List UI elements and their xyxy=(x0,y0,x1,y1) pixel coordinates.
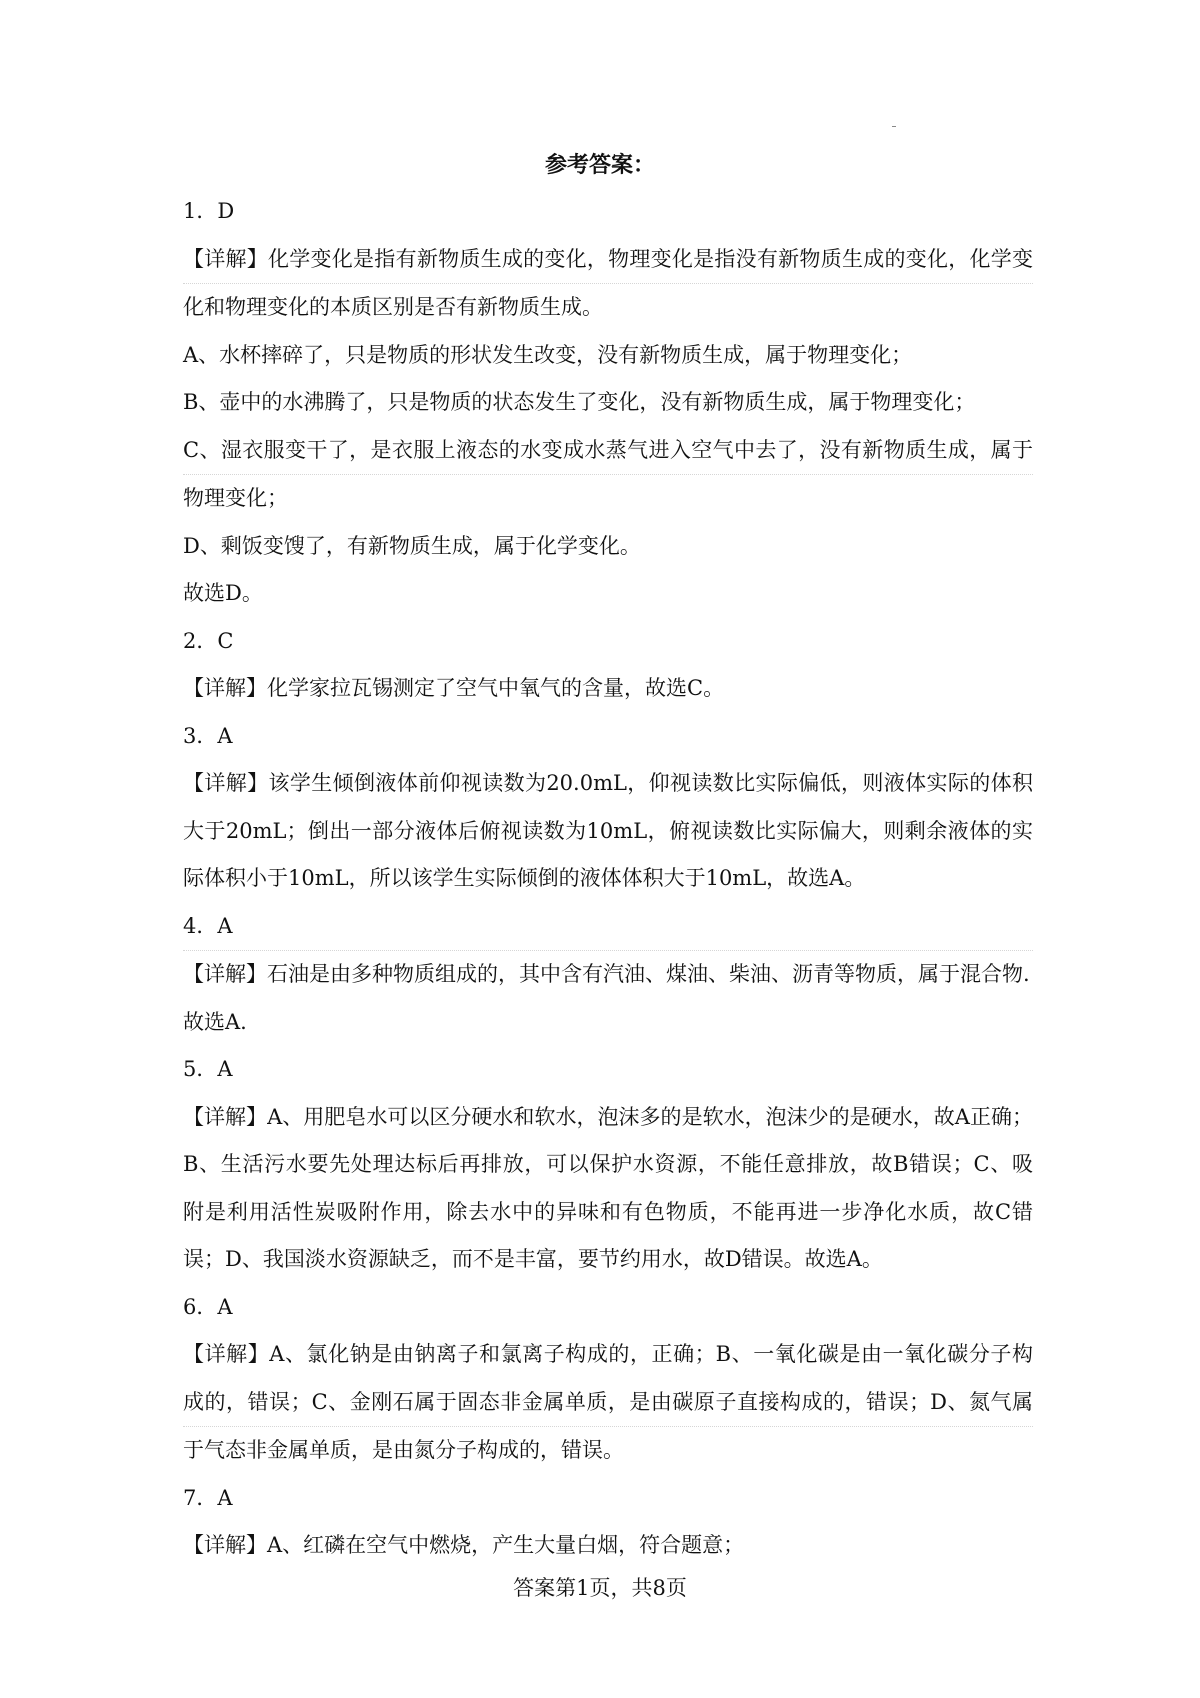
explanation-line: 于气态非金属单质，是由氮分子构成的，错误。 xyxy=(183,1438,624,1462)
explanation-line: B、壶中的水沸腾了，只是物质的状态发生了变化，没有新物质生成，属于物理变化； xyxy=(183,390,976,414)
explanation-line: 【详解】石油是由多种物质组成的，其中含有汽油、煤油、柴油、沥青等物质，属于混合物. xyxy=(183,962,1030,986)
explanation-line: A、水杯摔碎了，只是物质的形状发生改变，没有新物质生成，属于物理变化； xyxy=(183,342,913,367)
answer-number: 5．A xyxy=(183,1057,233,1081)
explanation-line: 附是利用活性炭吸附作用，除去水中的异味和有色物质，不能再进一步净化水质，故C错 xyxy=(183,1199,1033,1224)
answer-number: 6．A xyxy=(183,1294,233,1319)
explanation-line: D、剩饭变馊了，有新物质生成，属于化学变化。 xyxy=(183,533,641,558)
page-footer: 答案第1页，共8页 xyxy=(513,1576,687,1600)
explanation-line: 【详解】化学家拉瓦锡测定了空气中氧气的含量，故选C。 xyxy=(183,676,725,700)
explanation-line: 大于20mL；倒出一部分液体后俯视读数为10mL，俯视读数比实际偏大，则剩余液体的实 xyxy=(183,818,1033,843)
explanation-line: 【详解】该学生倾倒液体前仰视读数为20.0mL，仰视读数比实际偏低，则液体实际的体积 xyxy=(183,771,1033,795)
explanation-line: 故选A. xyxy=(183,1009,247,1034)
explanation-line: 物理变化； xyxy=(183,486,288,510)
explanation-line: 误；D、我国淡水资源缺乏，而不是丰富，要节约用水，故D错误。故选A。 xyxy=(183,1247,883,1271)
explanation-line: 成的，错误；C、金刚石属于固态非金属单质，是由碳原子直接构成的，错误；D、氮气属 xyxy=(183,1379,1033,1428)
explanation-line: C、湿衣服变干了，是衣服上液态的水变成水蒸气进入空气中去了，没有新物质生成，属于 xyxy=(183,427,1033,476)
answer-number: 2．C xyxy=(183,628,234,653)
answer-number: 3．A xyxy=(183,723,233,748)
explanation-line: 际体积小于10mL，所以该学生实际倾倒的液体体积大于10mL，故选A。 xyxy=(183,866,866,890)
explanation-line: 【详解】A、氯化钠是由钠离子和氯离子构成的，正确；B、一氧化碳是由一氧化碳分子构 xyxy=(183,1342,1033,1366)
page-title: 参考答案： xyxy=(544,152,655,178)
explanation-line: B、生活污水要先处理达标后再排放，可以保护水资源，不能任意排放，故B错误；C、吸 xyxy=(183,1152,1033,1176)
scan-speck xyxy=(892,126,896,127)
explanation-line: 化和物理变化的本质区别是否有新物质生成。 xyxy=(183,295,603,319)
explanation-line: 【详解】化学变化是指有新物质生成的变化，物理变化是指没有新物质生成的变化，化学变 xyxy=(183,236,1033,285)
explanation-line: 故选D。 xyxy=(183,581,263,605)
answer-number: 7．A xyxy=(183,1485,233,1510)
explanation-line: 【详解】A、红磷在空气中燃烧，产生大量白烟，符合题意； xyxy=(183,1533,745,1557)
answer-number: 4．A xyxy=(183,903,1033,952)
answer-number: 1．D xyxy=(183,199,235,223)
explanation-line: 【详解】A、用肥皂水可以区分硬水和软水，泡沫多的是软水，泡沫少的是硬水，故A正确； xyxy=(183,1104,1033,1129)
answer-body xyxy=(183,188,1033,1570)
